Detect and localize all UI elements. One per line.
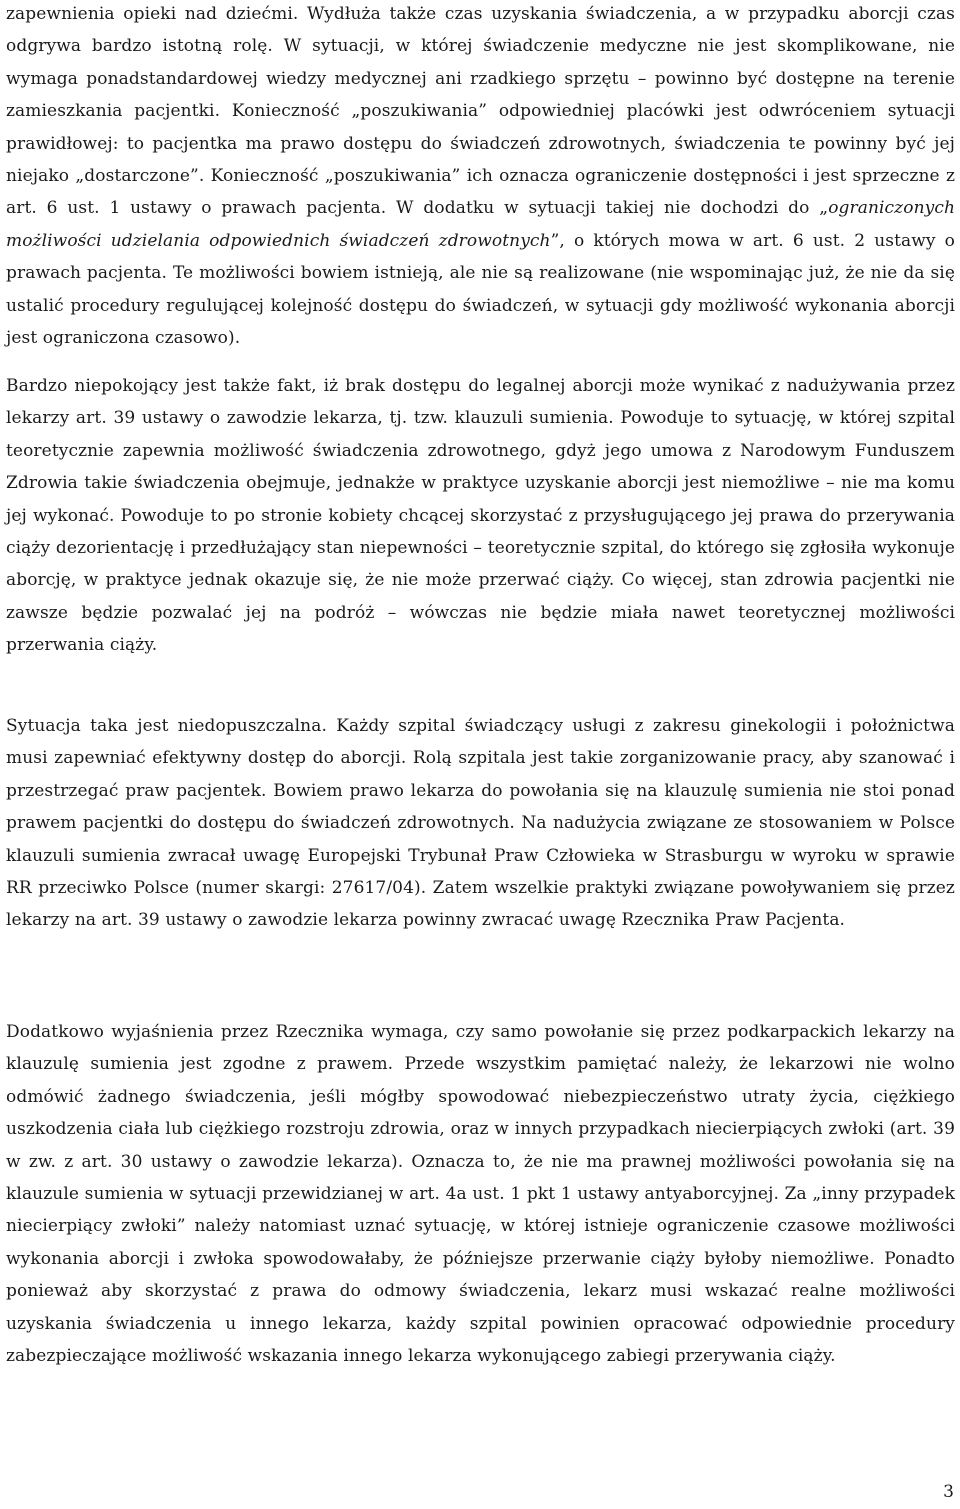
paragraph-2: [6, 370, 955, 662]
paragraph-3-text: Sytuacja taka jest niedopuszczalna. Każdy szpital świadczący usługi z zakresu ginekologii i położnictwa musi zapewniać efektywny dostęp do aborcji. Rolą szpitala jest takie zorganizowanie pracy, aby szanować i przestrzegać praw pacjentek. Bowiem prawo lekarza do powołania się na klauzulę sumienia nie stoi ponad prawem pacjentki do dostępu do świadczeń zdrowotnych. Na nadużycia związane ze stosowaniem w Polsce klauzuli sumienia zwracał uwagę Europejski Trybunał Praw Człowieka w Strasburgu w wyroku w sprawie RR przeciwko Polsce (numer skargi: 27617/04). Zatem wszelkie praktyki związane powoływaniem się przez lekarzy na art. 39 ustawy o zawodzie lekarza powinny zwracać uwagę Rzecznika Praw Pacjenta.: [6, 716, 955, 931]
paragraph-3: [6, 710, 955, 937]
paragraph-4-text: Dodatkowo wyjaśnienia przez Rzecznika wymaga, czy samo powołanie się przez podkarpackich lekarzy na klauzulę sumienia jest zgodne z prawem. Przede wszystkim pamiętać należy, że lekarzowi nie wolno odmówić żadnego świadczenia, jeśli mógłby spowodować niebezpieczeństwo utraty życia, ciężkiego uszkodzenia ciała lub ciężkiego rozstroju zdrowia, oraz w innych przypadkach niecierpiących zwłoki (art. 39 w zw. z art. 30 ustawy o zawodzie lekarza). Oznacza to, że nie ma prawnej możliwości powołania się na klauzule sumienia w sytuacji przewidzianej w art. 4a ust. 1 pkt 1 ustawy antyaborcyjnej. Za „inny przypadek niecierpiący zwłoki” należy natomiast uznać sytuację, w której istnieje ograniczenie czasowe możliwości wykonania aborcji i zwłoka spowodowałaby, że późniejsze przerwanie ciąży byłoby niemożliwe. Ponadto ponieważ aby skorzystać z prawa do odmowy świadczenia, lekarz musi wskazać realne możliwości uzyskania świadczenia u innego lekarza, każdy szpital powinien opracować odpowiednie procedury zabezpieczające możliwość wskazania innego lekarza wykonującego zabiegi przerywania ciąży.: [6, 1022, 955, 1367]
paragraph-1-text-a: zapewnienia opieki nad dziećmi. Wydłuża także czas uzyskania świadczenia, a w przypadku aborcji czas odgrywa bardzo istotną rolę. W sytuacji, w której świadczenie medyczne nie jest skomplikowane, nie wymaga ponadstandardowej wiedzy medycznej ani rzadkiego sprzętu – powinno być dostępne na terenie zamieszkania pacjentki. Konieczność „poszukiwania” odpowiedniej placówki jest odwróceniem sytuacji prawidłowej: to pacjentka ma prawo dostępu do świadczeń zdrowotnych, świadczenia te powinny być jej niejako „dostarczone”. Konieczność „poszukiwania” ich oznacza ograniczenie dostępności i jest sprzeczne z art. 6 ust. 1 ustawy o prawach pacjenta. W dodatku w sytuacji takiej nie dochodzi do „: [6, 4, 955, 219]
paragraph-1-italic-quote: ograniczonych możliwości udzielania odpowiednich świadczeń zdrowotnych: [6, 198, 955, 251]
page-number: 3: [943, 1482, 954, 1502]
paragraph-2-text: Bardzo niepokojący jest także fakt, iż brak dostępu do legalnej aborcji może wynikać z nadużywania przez lekarzy art. 39 ustawy o zawodzie lekarza, tj. tzw. klauzuli sumienia. Powoduje to sytuację, w której szpital teoretycznie zapewnia możliwość świadczenia zdrowotnego, gdyż jego umowa z Narodowym Funduszem Zdrowia takie świadczenia obejmuje, jednakże w praktyce uzyskanie aborcji jest niemożliwe – nie ma komu jej wykonać. Powoduje to po stronie kobiety chcącej skorzystać z przysługującego jej prawa do przerywania ciąży dezorientację i przedłużający stan niepewności – teoretycznie szpital, do którego się zgłosiła wykonuje aborcję, w praktyce jednak okazuje się, że nie może przerwać ciąży. Co więcej, stan zdrowia pacjentki nie zawsze będzie pozwalać jej na podróż – wówczas nie będzie miała nawet teoretycznej możliwości przerwania ciąży.: [6, 376, 955, 656]
paragraph-1-text-b: ”, o których mowa w art. 6 ust. 2 ustawy o prawach pacjenta. Te możliwości bowiem istnieją, ale nie są realizowane (nie wspominając już, że nie da się ustalić procedury regulującej kolejność dostępu do świadczeń, w sytuacji gdy możliwość wykonania aborcji jest ograniczona czasowo).: [6, 230, 955, 349]
paragraph-1: [6, 0, 955, 354]
paragraph-4: [6, 1016, 955, 1372]
